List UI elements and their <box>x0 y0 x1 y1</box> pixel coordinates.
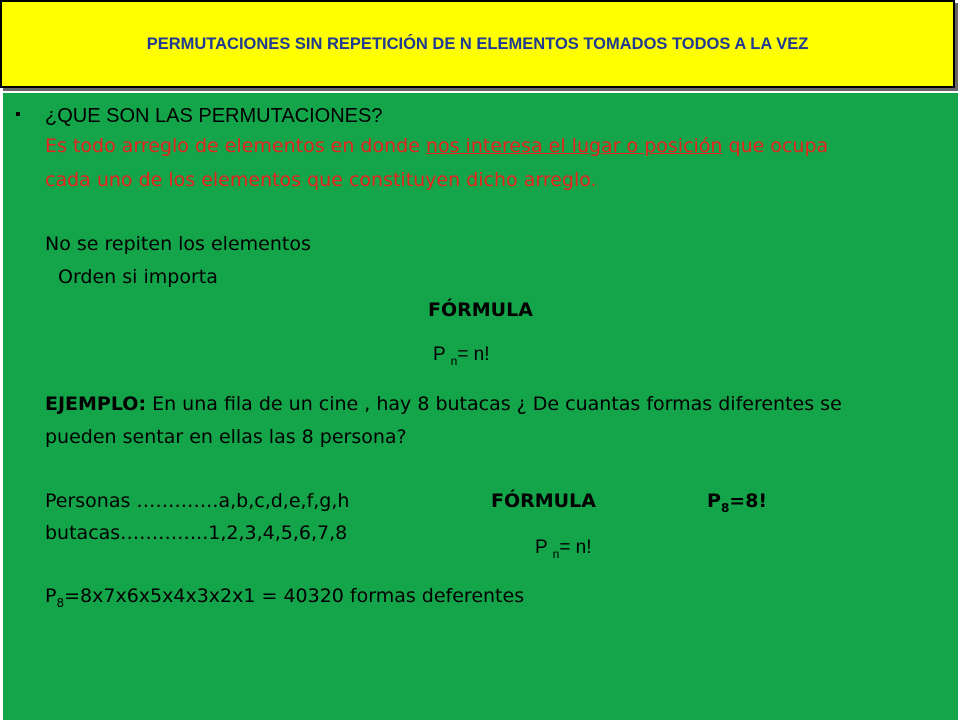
formula <box>433 344 490 368</box>
formula-2-subscript: n <box>552 546 560 561</box>
definition-line-2: cada uno de los elementos que constituyen dicho arreglo. <box>45 169 597 191</box>
definition-text-2: que ocupa <box>722 135 829 157</box>
bullet-icon: ▪ <box>15 106 21 123</box>
p8-subscript: 8 <box>720 500 730 515</box>
result-line <box>45 585 524 610</box>
example-line-2: pueden sentar en ellas las 8 persona? <box>45 426 407 448</box>
formula-2-symbol: P <box>535 537 548 558</box>
formula-2-rhs: = n! <box>559 537 592 558</box>
example-text-1: En una fila de un cine , hay 8 butacas ¿ De cuantas formas diferentes se <box>146 393 842 415</box>
title-box <box>0 0 955 88</box>
rule-no-repetition: No se repiten los elementos <box>45 233 311 255</box>
formula-heading: FÓRMULA <box>428 299 533 321</box>
p8-rhs: =8! <box>729 490 768 512</box>
formula-rhs: = n! <box>457 344 490 365</box>
result-subscript: 8 <box>56 595 65 610</box>
result-text: =8x7x6x5x4x3x2x1 = 40320 formas deferentes <box>64 585 525 607</box>
formula-symbol: P <box>433 344 446 365</box>
definition-underlined: nos interesa el lugar o posición <box>425 135 723 157</box>
example-label: EJEMPLO: <box>45 393 147 415</box>
content-panel <box>3 93 958 720</box>
personas-line: Personas ………….a,b,c,d,e,f,g,h <box>45 490 350 512</box>
p8-symbol: P <box>707 490 721 512</box>
formula-2 <box>535 537 592 561</box>
question-heading: ¿QUE SON LAS PERMUTACIONES? <box>45 105 383 127</box>
butacas-line: butacas…………..1,2,3,4,5,6,7,8 <box>45 522 348 544</box>
formula-heading-2: FÓRMULA <box>491 490 596 512</box>
slide-title: PERMUTACIONES SIN REPETICIÓN DE N ELEMENTOS TOMADOS TODOS A LA VEZ <box>146 34 809 53</box>
p8-formula <box>707 490 767 515</box>
formula-subscript: n <box>450 353 458 368</box>
example-line-1 <box>45 393 842 415</box>
rule-order-matters: Orden si importa <box>58 266 218 288</box>
definition-text-1: Es todo arreglo de elementos en donde <box>45 135 426 157</box>
result-symbol: P <box>45 585 57 607</box>
definition-line-1 <box>45 135 828 157</box>
